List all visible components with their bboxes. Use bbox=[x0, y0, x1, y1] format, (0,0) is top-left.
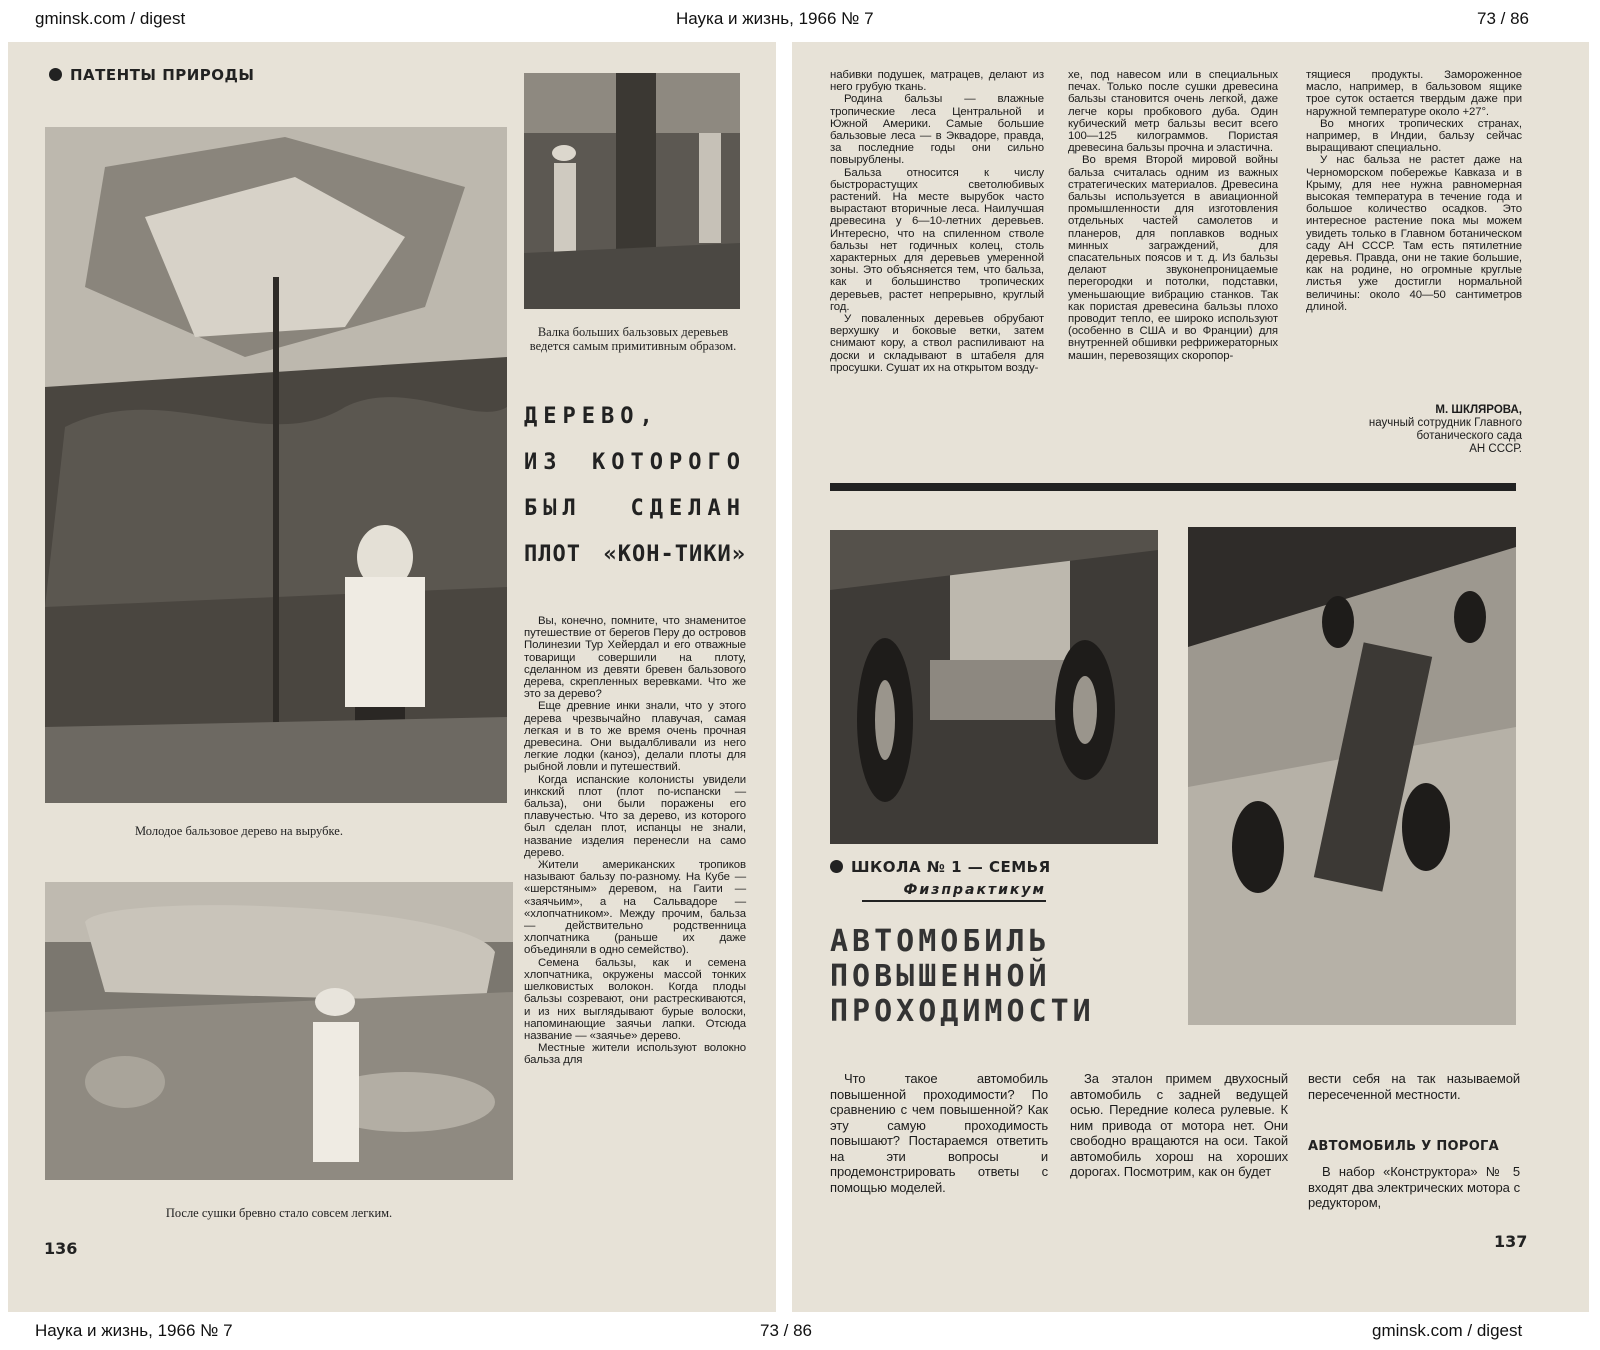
article-title-car bbox=[830, 924, 1095, 1029]
author-signature bbox=[1292, 404, 1522, 456]
paragraph: Когда испанские колонисты увидели инкский плот (плот по-испански — бальза), они были поражены его плавучестью. Что за дерево, из которого был сделан плот, испанцы не знали, название изделия перенесли на само дерево. bbox=[524, 773, 746, 859]
car-column-1 bbox=[830, 1071, 1048, 1195]
subrubric-physpracticum: Физпрактикум bbox=[862, 882, 1046, 902]
article-body-column bbox=[524, 615, 746, 1067]
title-line: ПРОХОДИМОСТИ bbox=[830, 994, 1095, 1029]
page-number-left: 136 bbox=[44, 1239, 78, 1258]
photo-image bbox=[45, 882, 513, 1180]
paragraph: тящиеся продукты. Замороженное масло, например, в бальзовом ящике трое суток остается твердым даже при наружной температуре около +27°. bbox=[1306, 69, 1522, 118]
header-page-counter: 73 / 86 bbox=[1477, 9, 1529, 28]
caption-felling: Валка больших бальзовых деревьев ведется самым примитивным образом. bbox=[529, 325, 737, 353]
paragraph: Жители американских тропиков называют бальзу по-разному. На Кубе — «шерстяным» деревом, на Гаити — «заячьим», а на Сальвадоре — «хлопчатником». Между прочим, бальза — действительно родственница хлопчатника (раньше их даже объединяли в одно семейство). bbox=[524, 859, 746, 957]
photo-felling-trees bbox=[524, 73, 740, 309]
caption-young-tree: Молодое бальзовое дерево на вырубке. bbox=[135, 824, 343, 838]
article-title-balsa bbox=[524, 394, 746, 578]
bullet-icon bbox=[49, 68, 62, 81]
footer-page-counter: 73 / 86 bbox=[760, 1321, 812, 1340]
left-page bbox=[8, 42, 776, 1312]
right-column-2 bbox=[1068, 69, 1278, 362]
paragraph: Родина бальзы — влажные тропические леса Центральной и Южной Америки. Самые большие бальзовые леса — в Эквадоре, правда, за последние годы они сильно повырублены. bbox=[830, 93, 1044, 167]
title-line: ПЛОТ «КОН-ТИКИ» bbox=[524, 542, 746, 567]
photo-dried-log bbox=[45, 882, 513, 1180]
paragraph: Во многих тропических странах, например, в Индии, бальзу сейчас выращивают специально. bbox=[1306, 117, 1522, 155]
paragraph: вести себя на так называемой пересеченной местности. bbox=[1308, 1071, 1520, 1102]
paragraph: Во время Второй мировой войны бальза считалась одним из важных стратегических материалов. Древесина бальзы используется в авиационной промышленности для изготовления отдельных частей самолетов и планеров, для поплавков водных минных заграждений, для спасательных поясов и т. д. Из бальзы делают звуконепроницаемые перегородки и потолки, подставки, уменьшающие вибрацию станков. Так как пористая древесина бальзы плохо проводит тепло, ее широко используют (особенно в США и во Франции) для внутренней обшивки рефрижераторных машин, перевозящих скоропор- bbox=[1068, 154, 1278, 362]
paragraph: хе, под навесом или в специальных печах. Только после сушки древесина бальзы становится очень легкой, даже легче коры пробкового дуба. Один кубический метр бальзы весит всего 100—125 килограммов. Пористая древесина бальзы прочна и эластична. bbox=[1068, 69, 1278, 155]
photo-image bbox=[524, 73, 740, 309]
photo-car-model-top bbox=[1188, 527, 1516, 1025]
paragraph: набивки подушек, матрацев, делают из него грубую ткань. bbox=[830, 69, 1044, 94]
paragraph: Бальза относится к числу быстрорастущих светолюбивых растений. На месте вырубок часто вырастают вторичные леса. Наилучшая древесина у 6—10-летних деревьев. Интересно, что на спиленном стволе бальзы нет годичных колец, столь характерных для деревьев умеренной зоны. Это объясняется тем, что бальза, как и большинство тропических деревьев, растет непрерывно, круглый год. bbox=[830, 166, 1044, 313]
paragraph: Что такое автомобиль повышенной проходимости? По сравнению с чем повышенной? Как эту самую проходимость повышают? Постараемся ответить на эти вопросы и продемонстрировать ответы с помощью моделей. bbox=[830, 1071, 1048, 1195]
paragraph: За эталон примем двухосный автомобиль с задней ведущей осью. Передние колеса рулевые. К ним привода от мотора нет. Они свободно вращаются на оси. Такой автомобиль хорош на хороших дорогах. Посмотрим, как он будет bbox=[1070, 1071, 1288, 1179]
paragraph: Семена бальзы, как и семена хлопчатника, окружены массой тонких шелковистых волокон. Когда плоды бальзы созревают, они растрескиваются, и из них выглядывают бурые волоски, напоминающие заячьи лапки. Отсюда название — «заячье» дерево. bbox=[524, 956, 746, 1042]
title-line: АВТОМОБИЛЬ bbox=[830, 924, 1051, 959]
photo-image bbox=[1188, 527, 1516, 1025]
car-column-2 bbox=[1070, 1071, 1288, 1180]
photo-car-model-side bbox=[830, 530, 1158, 844]
car-column-3b bbox=[1308, 1164, 1520, 1211]
author-title: научный сотрудник Главного ботанического сада bbox=[1368, 417, 1522, 442]
right-page bbox=[792, 42, 1589, 1312]
title-line: ДЕРЕВО, bbox=[524, 404, 659, 429]
title-line: ПОВЫШЕННОЙ bbox=[830, 959, 1051, 994]
paragraph: У нас бальза не растет даже на Черноморском побережье Кавказа и в Крыму, для нее нужна равномерная высокая температура в течение года и большое количество осадков. Это интересное растение пока мы можем увидеть только в Главном ботаническом саду АН СССР. Там есть пятилетние деревья. Правда, они не такие большие, как на родине, но огромные круглые листья уже достигли нормальной величины: около 40—50 сантиметров длиной. bbox=[1306, 154, 1522, 313]
footer-site: gminsk.com / digest bbox=[1372, 1321, 1523, 1340]
paragraph: Местные жители используют волокно бальза для bbox=[524, 1042, 746, 1067]
header-site: gminsk.com / digest bbox=[35, 9, 186, 28]
paragraph: Вы, конечно, помните, что знаменитое путешествие от берегов Перу до островов Полинезии Тур Хейердал и его отважные товарищи совершили на плоту, сделанном из девяти бревен бальзового дерева, скрепленных веревками. Что же это за дерево? bbox=[524, 615, 746, 701]
paragraph: У поваленных деревьев обрубают верхушку и боковые ветки, затем снимают кору, а ствол распиливают на доски и складывают в штабеля для просушки. Сушат их на открытом возду- bbox=[830, 313, 1044, 374]
page-number-right: 137 bbox=[1494, 1232, 1528, 1251]
photo-image bbox=[45, 127, 507, 803]
car-column-3 bbox=[1308, 1071, 1520, 1102]
photo-young-balsa-tree bbox=[45, 127, 507, 803]
subheading-car-at-door: АВТОМОБИЛЬ У ПОРОГА bbox=[1308, 1139, 1500, 1154]
photo-image bbox=[830, 530, 1158, 844]
caption-dried-log: После сушки бревно стало совсем легким. bbox=[165, 1206, 393, 1220]
bullet-icon bbox=[830, 860, 843, 873]
header-title: Наука и жизнь, 1966 № 7 bbox=[676, 9, 874, 28]
rubric-patents: ПАТЕНТЫ ПРИРОДЫ bbox=[49, 66, 254, 84]
footer-title: Наука и жизнь, 1966 № 7 bbox=[35, 1321, 233, 1340]
title-line: БЫЛ СДЕЛАН bbox=[524, 496, 746, 521]
right-column-3 bbox=[1306, 69, 1522, 313]
author-affiliation: АН СССР. bbox=[1469, 443, 1522, 455]
section-divider bbox=[830, 483, 1516, 491]
rubric-school: ШКОЛА № 1 — СЕМЬЯ bbox=[830, 858, 1051, 876]
author-name: М. ШКЛЯРОВА, bbox=[1435, 404, 1522, 416]
title-line: ИЗ КОТОРОГО bbox=[524, 450, 746, 475]
paragraph: В набор «Конструктора» № 5 входят два электрических мотора с редуктором, bbox=[1308, 1164, 1520, 1210]
paragraph: Еще древние инки знали, что у этого дерева чрезвычайно плавучая, самая легкая и в то же время очень прочная древесина. Они выдалбливали из него легкие лодки (каноэ), делали плоты для рыбной ловли и путешествий. bbox=[524, 700, 746, 774]
right-column-1 bbox=[830, 69, 1044, 374]
